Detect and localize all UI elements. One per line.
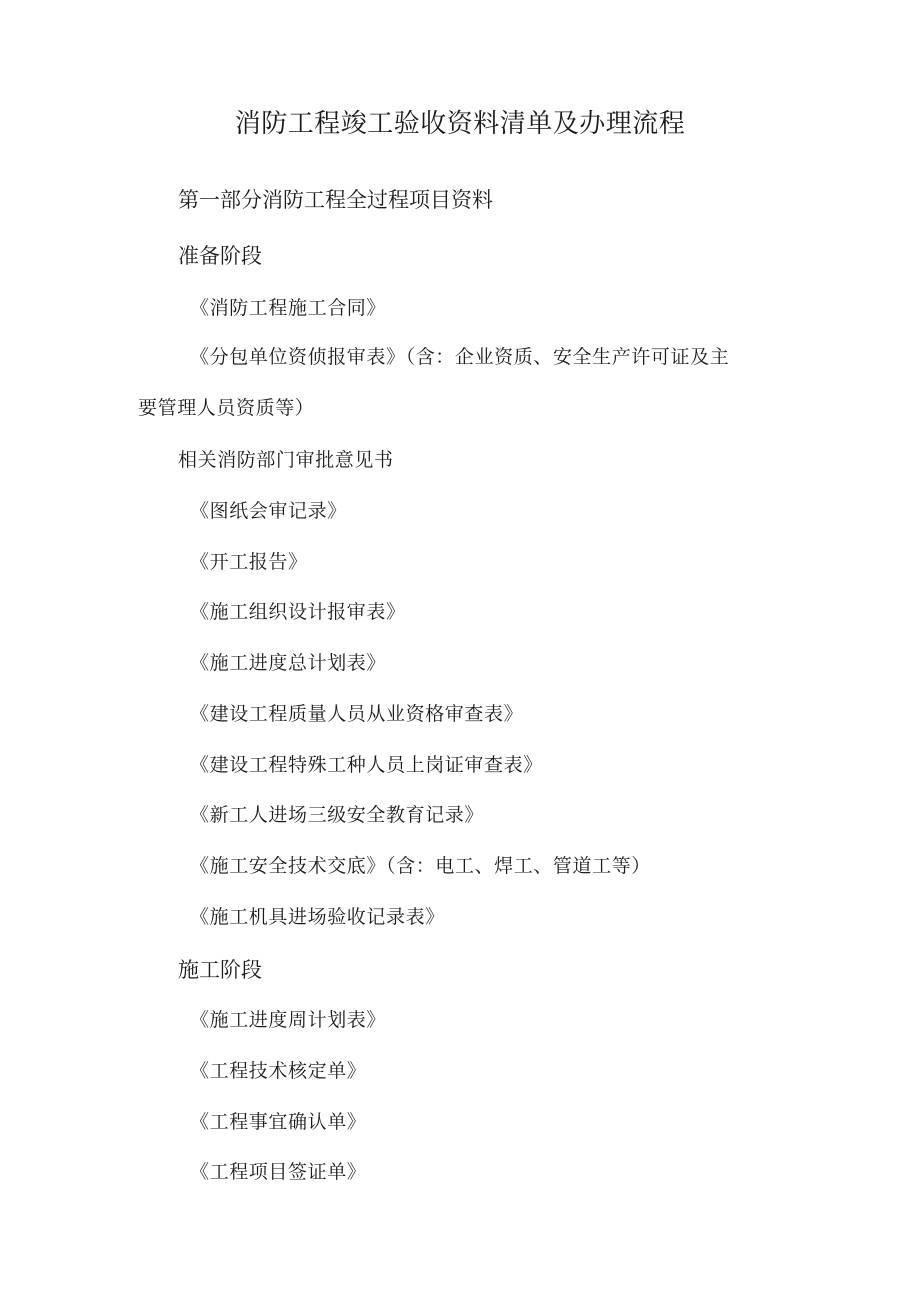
construction-item-matter-confirmation: 《工程事宜确认单》 bbox=[190, 1111, 367, 1133]
prep-item-construction-design: 《施工组织设计报审表》 bbox=[190, 601, 406, 623]
prep-stage-heading: 准备阶段 bbox=[178, 244, 262, 268]
prep-item-safety-briefing: 《施工安全技术交底》（含：电工、焊工、管道工等） bbox=[190, 855, 651, 877]
prep-item-special-workers: 《建设工程特殊工种人员上岗证审查表》 bbox=[190, 754, 543, 776]
prep-item-drawing-review: 《图纸会审记录》 bbox=[190, 500, 347, 522]
construction-item-technical-check: 《工程技术核定单》 bbox=[190, 1060, 367, 1082]
prep-item-construction-contract: 《消防工程施工合同》 bbox=[190, 297, 387, 319]
prep-item-master-schedule: 《施工进度总计划表》 bbox=[190, 652, 387, 674]
construction-stage-heading: 施工阶段 bbox=[178, 958, 262, 982]
prep-item-safety-education: 《新工人进场三级安全教育记录》 bbox=[190, 804, 485, 826]
prep-item-start-report: 《开工报告》 bbox=[190, 551, 308, 573]
prep-item-machinery-acceptance: 《施工机具进场验收记录表》 bbox=[190, 906, 445, 928]
prep-item-subcontractor-form bbox=[138, 332, 778, 434]
document-title: 消防工程竣工验收资料清单及办理流程 bbox=[234, 109, 686, 139]
prep-item-subcontractor-form-line2: 要管理人员资质等） bbox=[138, 397, 315, 419]
construction-item-visa-sheet: 《工程项目签证单》 bbox=[190, 1161, 367, 1183]
prep-item-approval-opinion: 相关消防部门审批意见书 bbox=[178, 449, 394, 471]
prep-item-quality-personnel: 《建设工程质量人员从业资格审查表》 bbox=[190, 703, 524, 725]
construction-item-weekly-schedule: 《施工进度周计划表》 bbox=[190, 1009, 387, 1031]
part1-heading: 第一部分消防工程全过程项目资料 bbox=[178, 188, 493, 212]
prep-item-subcontractor-form-line1: 《分包单位资侦报审表》（含：企业资质、安全生产许可证及主 bbox=[190, 346, 730, 368]
